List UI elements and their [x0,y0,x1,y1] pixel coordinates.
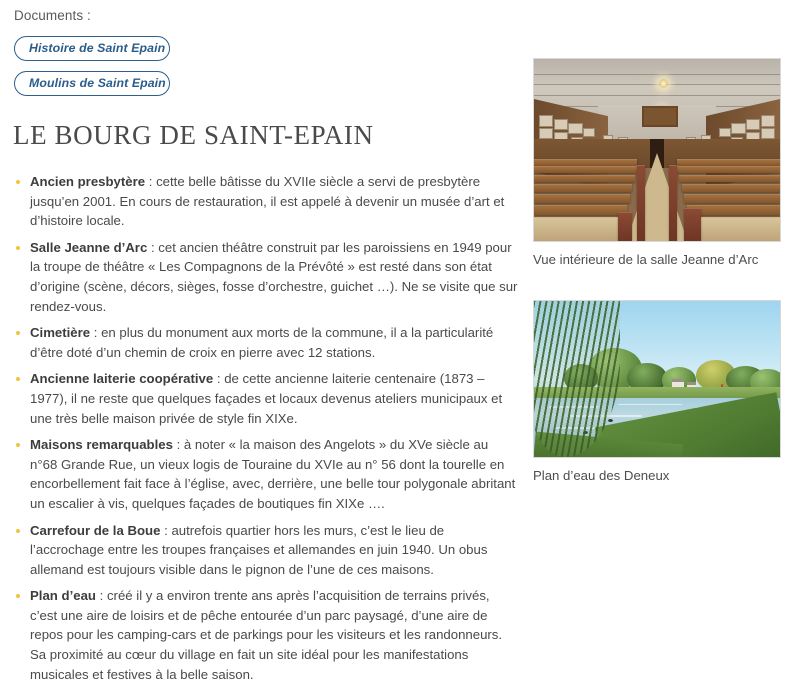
landmark-list [13,172,518,691]
list-item-term: Plan d’eau [30,588,96,604]
list-item-text: : cette belle bâtisse du XVIIe siècle a servi de presbytère jusqu’en 2001. En cours de restauration, il est appelé à devenir un musée d’art et d’histoire locale. [30,174,505,229]
list-item-text: : créé il y a environ trente ans après l’acquisition de terrains privés, c’est une aire de loisirs et de pêche entourée d’un parc paysagé, d’une aire de repos pour les camping-cars et de parkings pour les visiteurs et les randonneurs. Sa proximité au cœur du village en fait un site idéal pour les manifestations musicales et festives à la belle saison. [30,588,503,682]
list-item [13,323,518,362]
list-item [13,521,518,580]
list-item-text: : autrefois quartier hors les murs, c’est le lieu de l’accrochage entre les troupes françaises et allemandes en juin 1940. Un obus allemand est toujours visible dans le pignon de l’une de ces maisons. [30,522,488,577]
media-column [533,0,800,622]
photo-plan-deau-des-deneux [533,300,781,458]
list-item-text: : cet ancien théâtre construit par les paroissiens en 1949 pour la troupe de théâtre « Les Compagnons de la Prévôté » est resté dans son état d’origine (scène, décors, sièges, fosse d’orchestre, guichet …). Ne se visite que sur rendez-vous. [30,239,518,314]
figure-caption: Plan d’eau des Deneux [533,468,670,483]
list-item-term: Ancienne laiterie coopérative [30,371,214,387]
list-item-text: : en plus du monument aux morts de la commune, il a la particularité d’être doté d’un chemin de croix en pierre avec 12 stations. [30,325,494,360]
list-item-term: Maisons remarquables [30,437,173,453]
figure-plan-deau-des-deneux [533,300,781,484]
list-item [13,238,518,316]
pond-illustration [534,301,780,457]
figure-salle-jeanne-darc [533,58,781,268]
list-item-term: Salle Jeanne d’Arc [30,239,148,255]
figure-caption: Vue intérieure de la salle Jeanne d’Arc [533,252,759,267]
documents-label: Documents : [14,8,91,23]
photo-salle-jeanne-darc [533,58,781,242]
list-item-text: : à noter « la maison des Angelots » du XVe siècle au n°68 Grande Rue, un vieux logis de Touraine du XVIe au n° 56 dont la tourelle en encorbellement fait face à l’église, avec, derrière, une belle tour polygonale abritant un escalier à vis, quelques façades de boutiques fin XIXe …. [30,437,516,511]
document-link-histoire-de-saint-epain[interactable]: Histoire de Saint Epain [14,36,170,61]
hall-illustration [534,59,780,241]
document-link-moulins-de-saint-epain[interactable]: Moulins de Saint Epain [14,71,170,96]
list-item-term: Carrefour de la Boue [30,522,161,538]
list-item-term: Cimetière [30,325,91,341]
balcony-rail [642,106,678,126]
page-title: LE BOURG DE SAINT-EPAIN [13,120,374,150]
list-item-term: Ancien presbytère [30,174,146,189]
documents-button-group [14,36,170,106]
list-item [13,586,518,684]
list-item [13,369,518,428]
list-item [13,435,518,513]
list-item-text: : de cette ancienne laiterie centenaire (1873 – 1977), il ne reste que quelques façades et locaux devenus ateliers municipaux et une très belle maison privée de style fin XIXe. [30,371,503,426]
list-item [13,172,518,231]
